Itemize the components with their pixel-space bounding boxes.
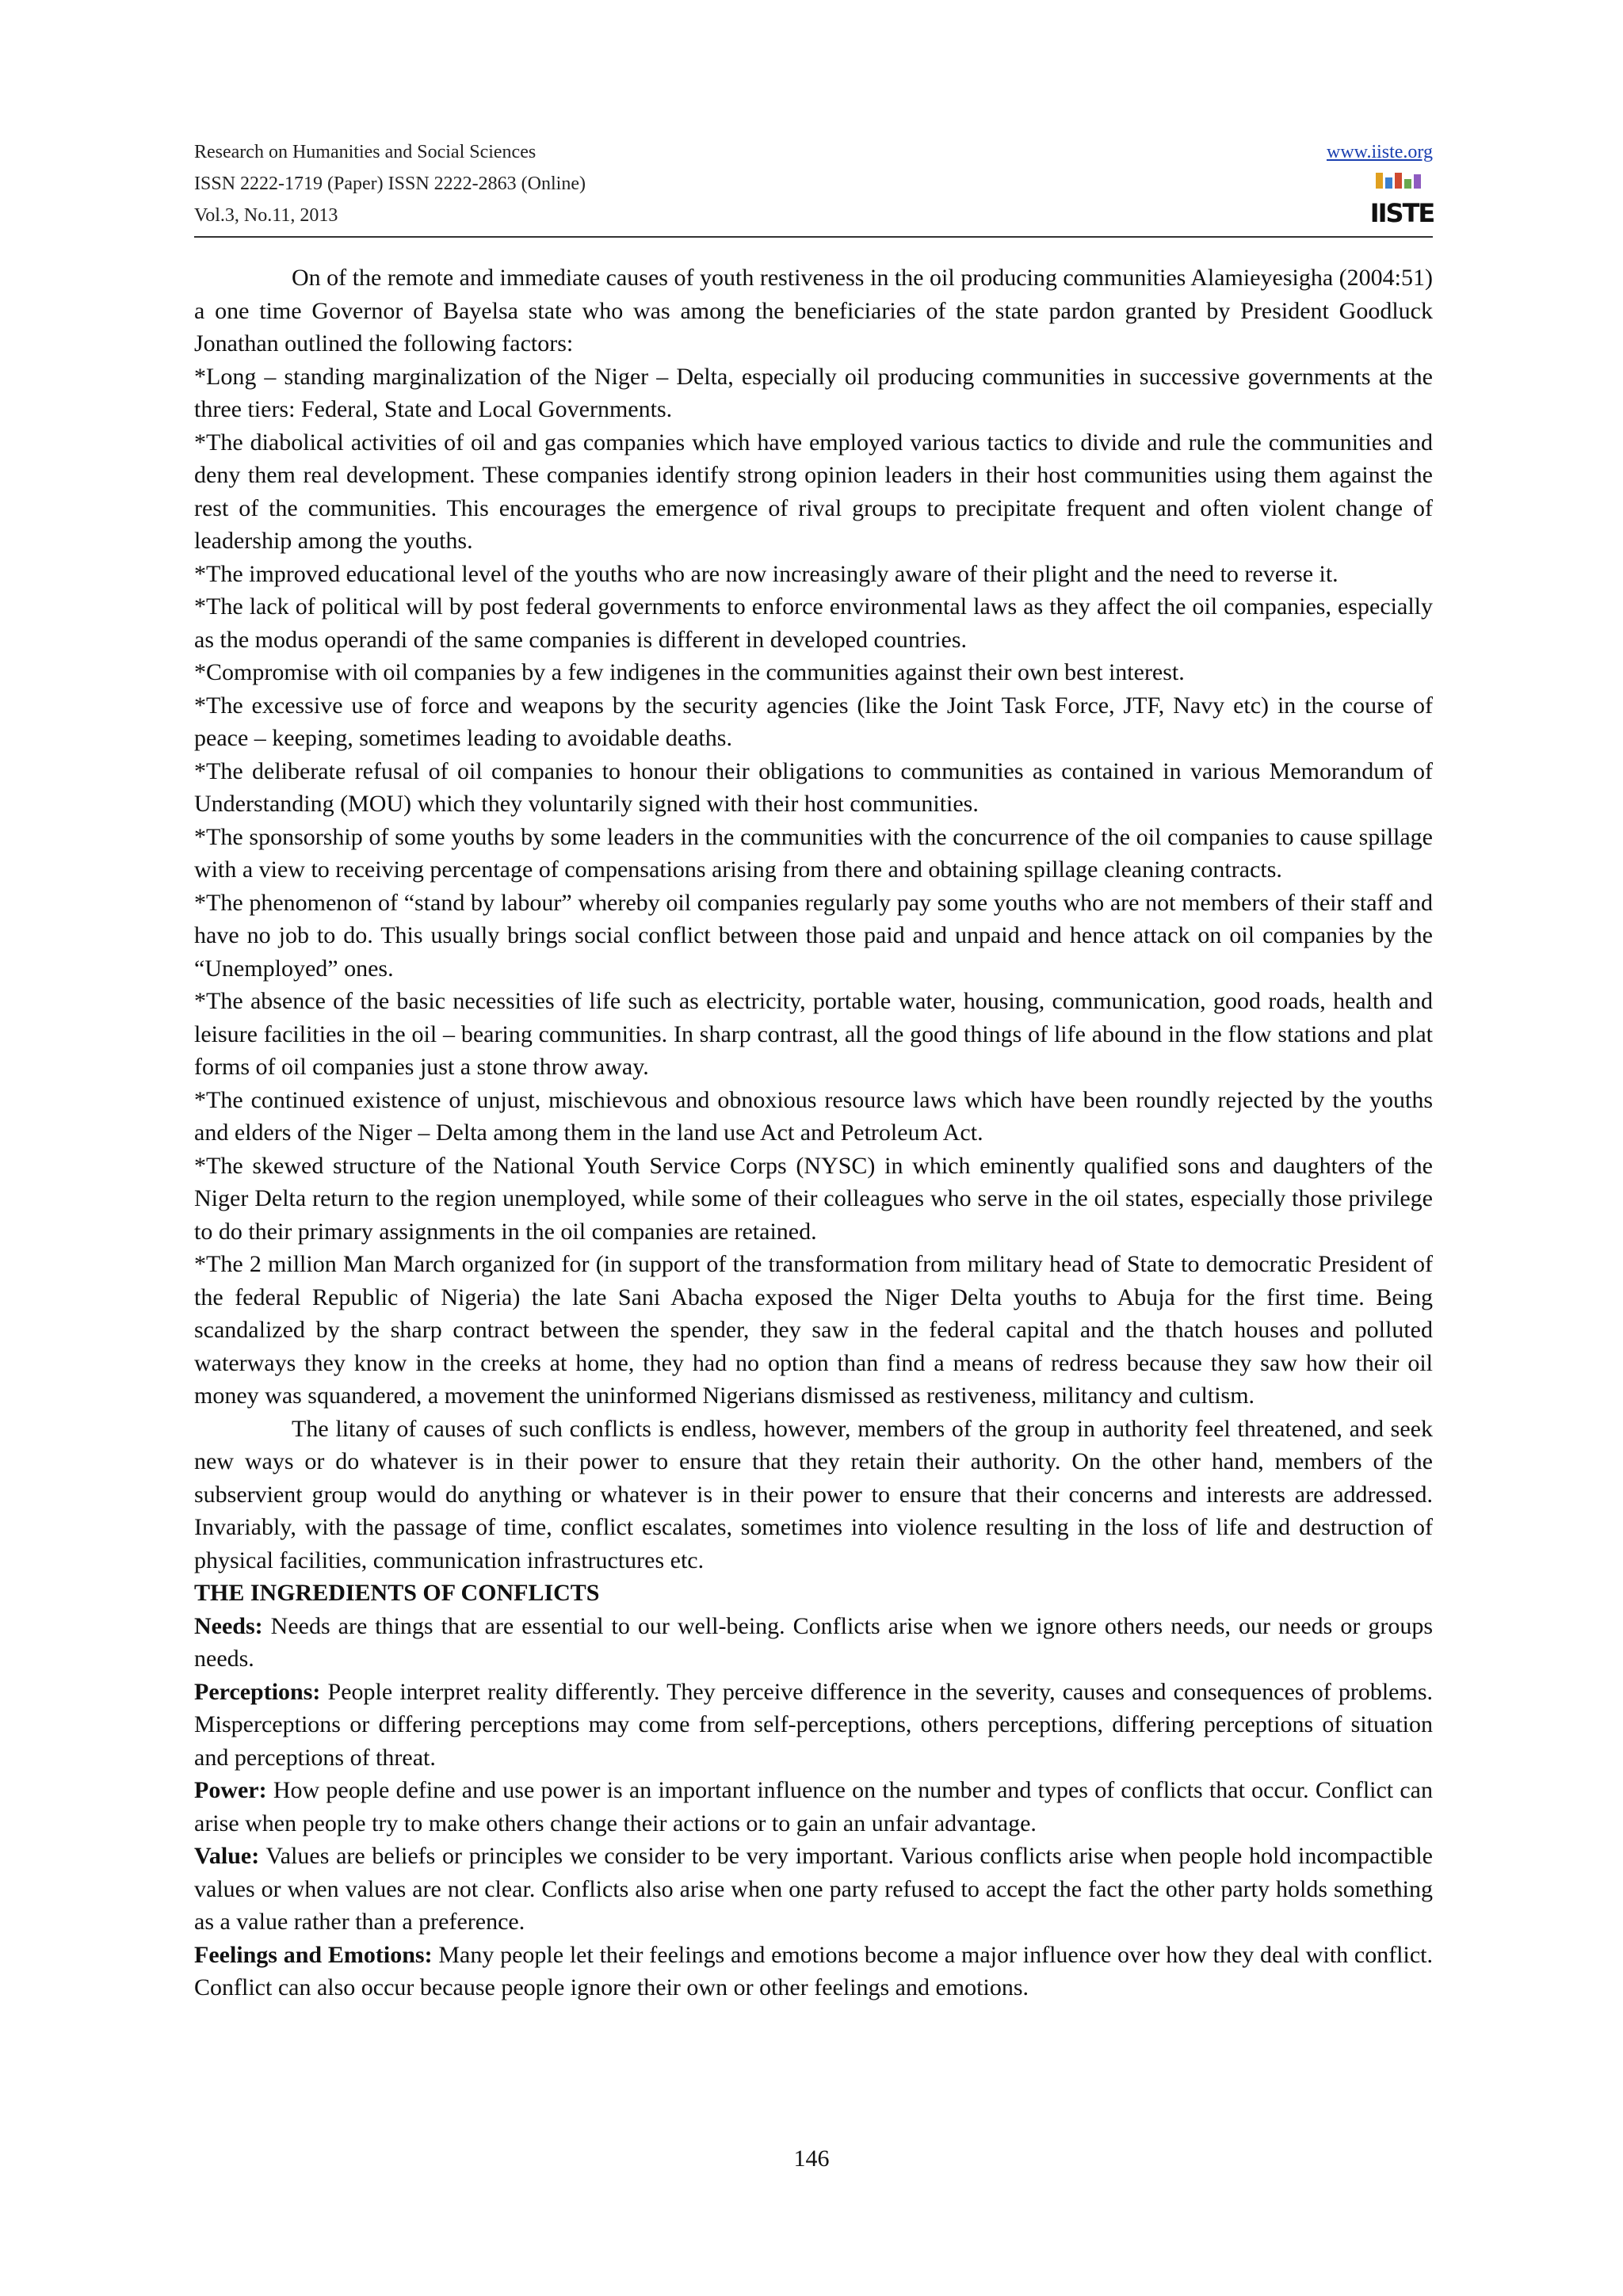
factor-item: *The skewed structure of the National Youth Service Corps (NYSC) in which eminently qualified sons and daughters of the Niger Delta return to the region unemployed, while some of their colleagues who serve in the oil states, especially those privilege to do their primary assignments in the oil companies are retained. bbox=[194, 1152, 1433, 1245]
intro-paragraph: On of the remote and immediate causes of youth restiveness in the oil producing communities Alamieyesigha (2004:51) a one time Governor of Bayelsa state who was among the beneficiaries of the state pardon granted by President Goodluck Jonathan outlined the following factors: bbox=[194, 265, 1433, 357]
issn-line: ISSN 2222-1719 (Paper) ISSN 2222-2863 (Online) bbox=[194, 174, 586, 194]
factor-item: *Long – standing marginalization of the Niger – Delta, especially oil producing communities in successive governments at the three tiers: Federal, State and Local Governments. bbox=[194, 363, 1433, 422]
ingredient-text: People interpret reality differently. They perceive difference in the severity, causes and consequences of problems. Misperceptions or differing perceptions may come from self-perceptions, others perceptions, differing perceptions of situation and perceptions of threat. bbox=[194, 1678, 1433, 1771]
ingredient-text: Values are beliefs or principles we consider to be very important. Various conflicts arise when people hold incompactible values or when values are not clear. Conflicts also arise when one party refused to accept the fact the other party holds something as a value rather than a preference. bbox=[194, 1843, 1433, 1935]
factor-item: *The deliberate refusal of oil companies to honour their obligations to communities as contained in various Memorandum of Understanding (MOU) which they voluntarily signed with their host communities. bbox=[194, 757, 1433, 817]
factor-item: *The absence of the basic necessities of life such as electricity, portable water, housing, communication, good roads, health and leisure facilities in the oil – bearing communities. In sharp contrast, all the good things of life abound in the flow stations and plat forms of oil companies just a stone throw away. bbox=[194, 988, 1433, 1080]
factor-item: *The continued existence of unjust, mischievous and obnoxious resource laws which have been roundly rejected by the youths and elders of the Niger – Delta among them in the land use Act and Petroleum Act. bbox=[194, 1086, 1433, 1146]
factor-item: *The 2 million Man March organized for (in support of the transformation from military head of State to democratic President of the federal Republic of Nigeria) the late Sani Abacha exposed the Niger Delta youths to Abuja for the first time. Being scandalized by the sharp contract between the spender, they saw in the federal capital and the thatch houses and polluted waterways they know in the creeks at home, they had no option than find a means of redress because they saw how their oil money was squandered, a movement the uninformed Nigerians dismissed as restiveness, militancy and cultism. bbox=[194, 1251, 1433, 1409]
iiste-logo bbox=[1369, 170, 1434, 228]
ingredient-perceptions bbox=[194, 1676, 1433, 1775]
ingredient-feelings bbox=[194, 1939, 1433, 2004]
ingredient-text: How people define and use power is an important influence on the number and types of conflicts that occur. Conflict can arise when people try to make others change their actions or to gain an unfair advantage. bbox=[194, 1777, 1433, 1836]
factor-item: *The lack of political will by post federal governments to enforce environmental laws as they affect the oil companies, especially as the modus operandi of the same companies is different in developed countries. bbox=[194, 593, 1433, 653]
litany-paragraph: The litany of causes of such conflicts is endless, however, members of the group in authority feel threatened, and seek new ways or do whatever is in their power to ensure that they retain their authority. On the other hand, members of the subservient group would do anything or whatever is in their power to ensure that their concerns and interests are addressed. Invariably, with the passage of time, conflict escalates, sometimes into violence resulting in the loss of life and destruction of physical facilities, communication infrastructures etc. bbox=[194, 1415, 1433, 1573]
ingredient-term: Feelings and Emotions: bbox=[194, 1941, 433, 1968]
factor-item: *The diabolical activities of oil and gas companies which have employed various tactics to divide and rule the communities and deny them real development. These companies identify strong opinion leaders in their host communities using them against the rest of the communities. This encourages the emergence of rival groups to precipitate frequent and often violent change of leadership among the youths. bbox=[194, 429, 1433, 554]
factor-item: *The excessive use of force and weapons by the security agencies (like the Joint Task Force, JTF, Navy etc) in the course of peace – keeping, sometimes leading to avoidable deaths. bbox=[194, 692, 1433, 751]
factor-item: *Compromise with oil companies by a few indigenes in the communities against their own best interest. bbox=[194, 659, 1185, 685]
article-body bbox=[194, 261, 1433, 2004]
factor-item: *The improved educational level of the youths who are now increasingly aware of their plight and the need to reverse it. bbox=[194, 560, 1338, 587]
page-header bbox=[194, 136, 1433, 235]
ingredient-term: Power: bbox=[194, 1777, 267, 1803]
header-rule bbox=[194, 236, 1433, 238]
ingredient-needs bbox=[194, 1610, 1433, 1676]
factor-item: *The sponsorship of some youths by some leaders in the communities with the concurrence of the oil companies to cause spillage with a view to receiving percentage of compensations arising from there and obtaining spillage cleaning contracts. bbox=[194, 823, 1433, 883]
svg-text:IISTE: IISTE bbox=[1369, 198, 1434, 228]
ingredient-term: Needs: bbox=[194, 1612, 263, 1639]
ingredient-power bbox=[194, 1774, 1433, 1840]
ingredient-value bbox=[194, 1840, 1433, 1939]
factor-item: *The phenomenon of “stand by labour” whereby oil companies regularly pay some youths who are not members of their staff and have no job to do. This usually brings social conflict between those paid and unpaid and hence attack on oil companies by the “Unemployed” ones. bbox=[194, 889, 1433, 982]
journal-url-link[interactable]: www.iiste.org bbox=[1327, 142, 1433, 162]
section-heading: THE INGREDIENTS OF CONFLICTS bbox=[194, 1580, 600, 1606]
ingredient-term: Perceptions: bbox=[194, 1678, 321, 1705]
volume-line: Vol.3, No.11, 2013 bbox=[194, 205, 338, 226]
page-number: 146 bbox=[793, 2145, 830, 2172]
ingredient-text: Many people let their feelings and emotions become a major influence over how they deal with conflict. Conflict can also occur because people ignore their own or other feelings and emotions. bbox=[194, 1941, 1433, 2000]
journal-title: Research on Humanities and Social Sciences bbox=[194, 142, 537, 162]
ingredient-text: Needs are things that are essential to our well-being. Conflicts arise when we ignore others needs, our needs or groups needs. bbox=[194, 1612, 1433, 1672]
ingredient-term: Value: bbox=[194, 1843, 260, 1869]
